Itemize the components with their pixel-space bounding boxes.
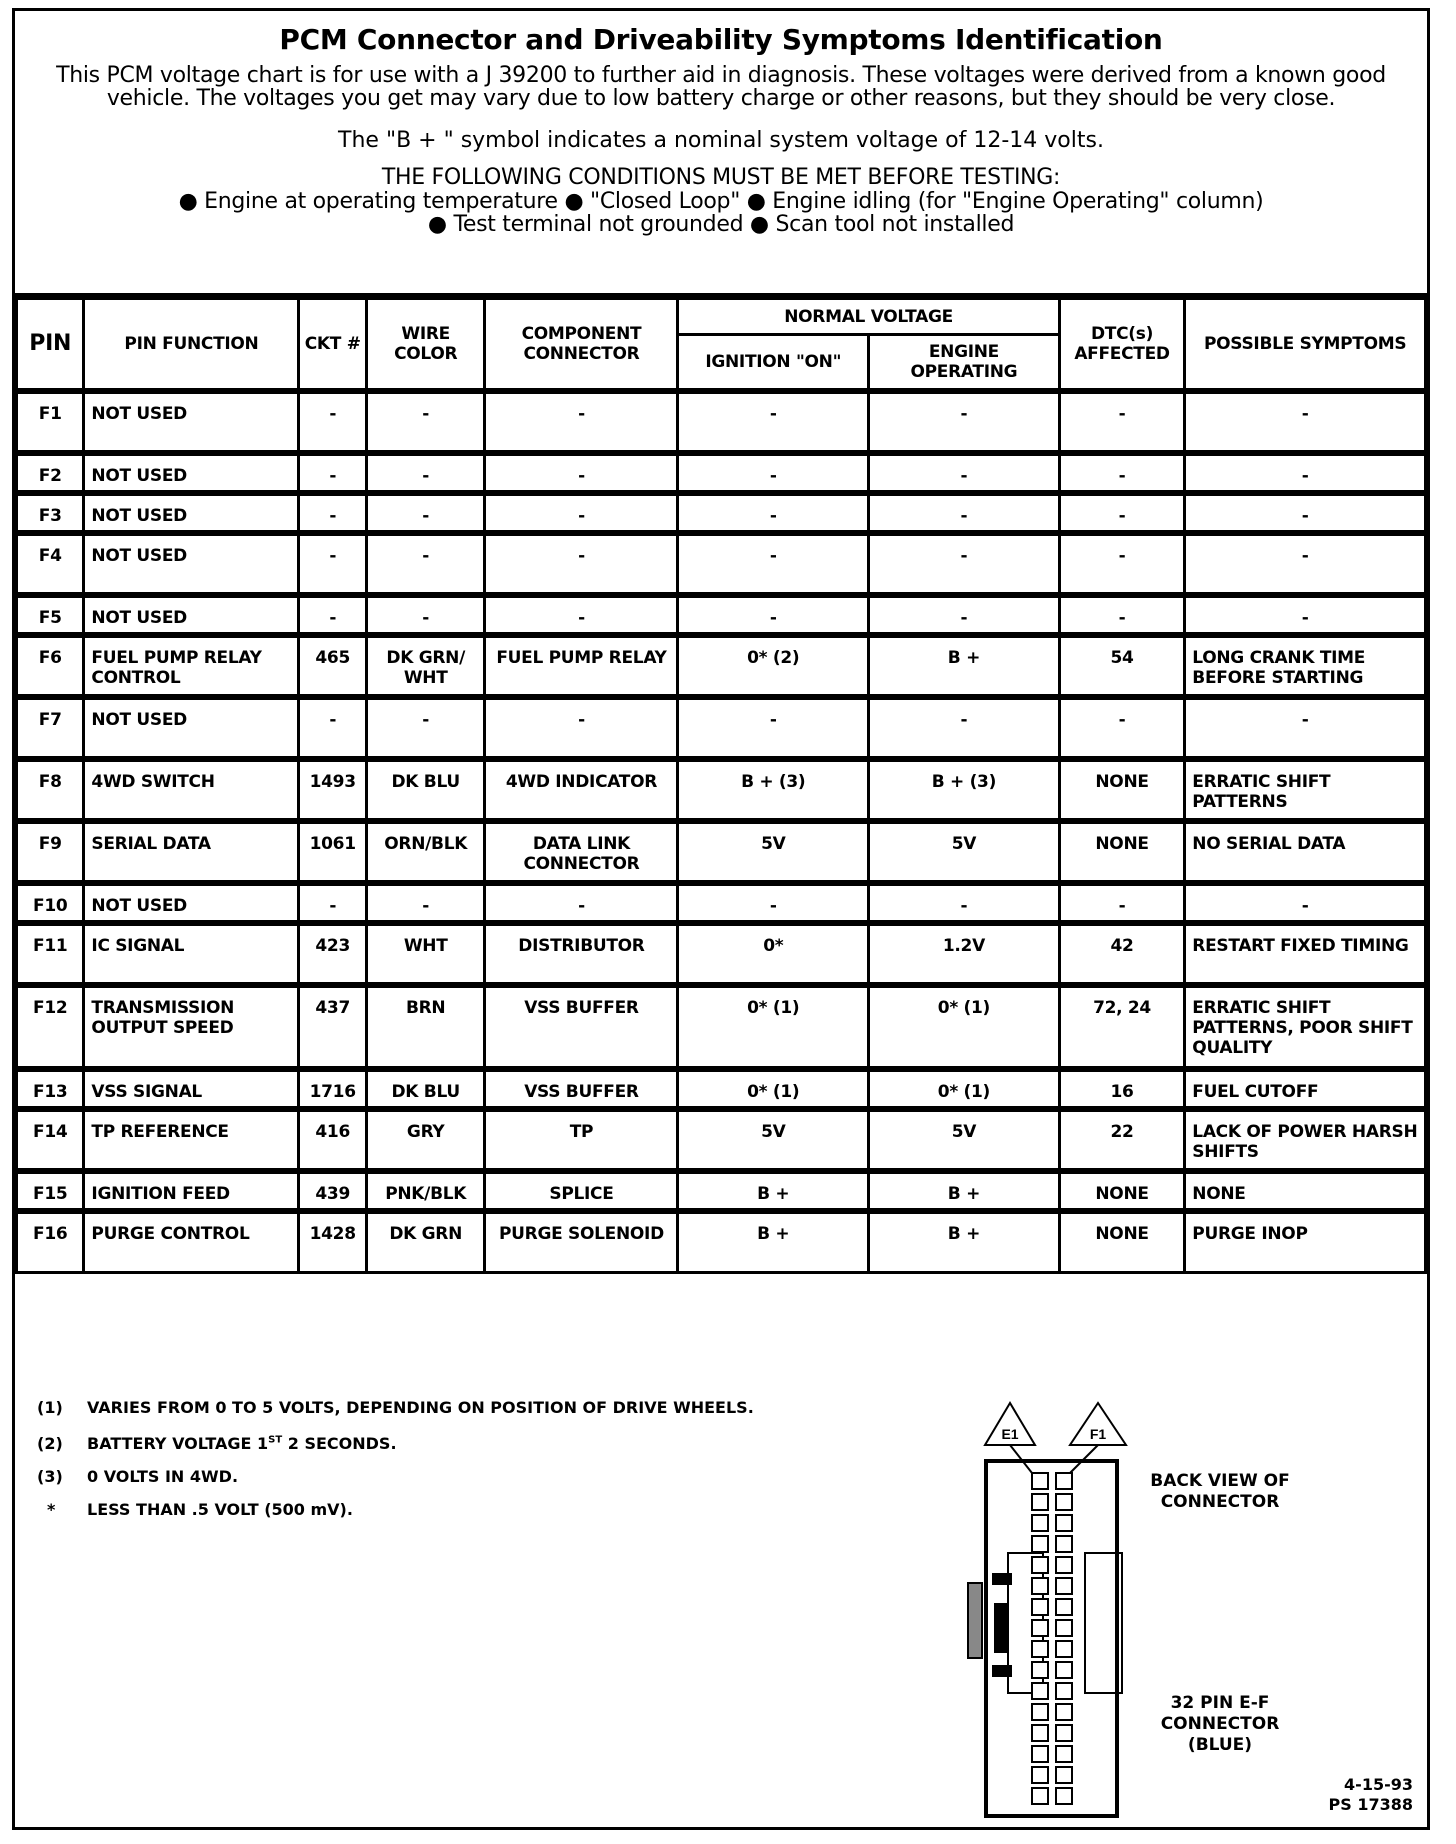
cell-dtc: NONE <box>1059 759 1185 821</box>
cell-wire: - <box>366 697 485 759</box>
cell-ckt: 1428 <box>299 1211 366 1273</box>
cell-wire: - <box>366 453 485 493</box>
cell-component: SPLICE <box>485 1171 678 1211</box>
cell-wire: - <box>366 883 485 923</box>
cell-dtc: 22 <box>1059 1109 1185 1171</box>
table-row <box>17 1211 1426 1273</box>
cell-ign-on: - <box>678 493 869 533</box>
cell-component: 4WD INDICATOR <box>485 759 678 821</box>
cell-pin: F2 <box>17 453 84 493</box>
cell-ign-on: 0* <box>678 923 869 985</box>
header-possible-symptoms: POSSIBLE SYMPTOMS <box>1185 299 1426 391</box>
header-normal-voltage: NORMAL VOLTAGE <box>678 299 1059 335</box>
header-component-connector: COMPONENT CONNECTOR <box>485 299 678 391</box>
cell-eng-op: 5V <box>869 821 1060 883</box>
cell-component: - <box>485 883 678 923</box>
cell-pin: F4 <box>17 533 84 595</box>
cell-function: TP REFERENCE <box>84 1109 299 1171</box>
table-row <box>17 923 1426 985</box>
header-ignition-on: IGNITION "ON" <box>678 335 869 391</box>
cell-component: VSS BUFFER <box>485 1069 678 1109</box>
cell-eng-op: B + <box>869 1171 1060 1211</box>
cell-function: NOT USED <box>84 883 299 923</box>
table-row <box>17 759 1426 821</box>
footnote-1: (1) VARIES FROM 0 TO 5 VOLTS, DEPENDING ON POSITION OF DRIVE WHEELS. <box>37 1398 754 1417</box>
svg-text:E1: E1 <box>1001 1426 1019 1442</box>
cell-wire: - <box>366 493 485 533</box>
cell-component: TP <box>485 1109 678 1171</box>
cell-pin: F11 <box>17 923 84 985</box>
cell-ckt: - <box>299 697 366 759</box>
cell-ign-on: B + <box>678 1171 869 1211</box>
cell-component: - <box>485 453 678 493</box>
connector-desc-label: 32 PIN E-F CONNECTOR (BLUE) <box>1160 1693 1280 1755</box>
cell-function: IC SIGNAL <box>84 923 299 985</box>
header-ckt: CKT # <box>299 299 366 391</box>
cell-symptoms: - <box>1185 697 1426 759</box>
cell-eng-op: 1.2V <box>869 923 1060 985</box>
cell-symptoms: LONG CRANK TIME BEFORE STARTING <box>1185 635 1426 697</box>
cell-function: NOT USED <box>84 595 299 635</box>
cell-symptoms: - <box>1185 391 1426 453</box>
cell-eng-op: - <box>869 595 1060 635</box>
cell-eng-op: 0* (1) <box>869 985 1060 1069</box>
cell-dtc: 72, 24 <box>1059 985 1185 1069</box>
cell-pin: F3 <box>17 493 84 533</box>
cell-function: NOT USED <box>84 391 299 453</box>
cell-ckt: - <box>299 533 366 595</box>
cell-eng-op: - <box>869 453 1060 493</box>
cell-eng-op: B + <box>869 635 1060 697</box>
cell-wire: ORN/BLK <box>366 821 485 883</box>
cell-wire: GRY <box>366 1109 485 1171</box>
document-header <box>15 11 1427 297</box>
cell-ckt: 1493 <box>299 759 366 821</box>
cell-pin: F8 <box>17 759 84 821</box>
cell-symptoms: NONE <box>1185 1171 1426 1211</box>
cell-component: - <box>485 391 678 453</box>
table-row <box>17 1109 1426 1171</box>
cell-symptoms: - <box>1185 493 1426 533</box>
cell-ckt: 423 <box>299 923 366 985</box>
conditions-line-2: ● Test terminal not grounded ● Scan tool not installed <box>427 212 1015 237</box>
cell-function: NOT USED <box>84 533 299 595</box>
cell-wire: WHT <box>366 923 485 985</box>
cell-symptoms: FUEL CUTOFF <box>1185 1069 1426 1109</box>
table-row <box>17 697 1426 759</box>
cell-ign-on: - <box>678 453 869 493</box>
cell-function: SERIAL DATA <box>84 821 299 883</box>
cell-ckt: - <box>299 883 366 923</box>
cell-function: TRANSMISSION OUTPUT SPEED <box>84 985 299 1069</box>
cell-ign-on: 5V <box>678 821 869 883</box>
cell-wire: DK BLU <box>366 1069 485 1109</box>
cell-pin: F16 <box>17 1211 84 1273</box>
cell-pin: F12 <box>17 985 84 1069</box>
cell-symptoms: PURGE INOP <box>1185 1211 1426 1273</box>
cell-component: - <box>485 493 678 533</box>
header-pin: PIN <box>17 299 84 391</box>
cell-eng-op: 0* (1) <box>869 1069 1060 1109</box>
table-row <box>17 453 1426 493</box>
cell-eng-op: - <box>869 391 1060 453</box>
cell-ckt: 439 <box>299 1171 366 1211</box>
cell-dtc: - <box>1059 533 1185 595</box>
cell-symptoms: LACK OF POWER HARSH SHIFTS <box>1185 1109 1426 1171</box>
cell-pin: F6 <box>17 635 84 697</box>
cell-ckt: - <box>299 453 366 493</box>
cell-ign-on: B + <box>678 1211 869 1273</box>
cell-ign-on: - <box>678 533 869 595</box>
cell-wire: PNK/BLK <box>366 1171 485 1211</box>
connector-drawing-icon <box>950 1383 1430 1828</box>
cell-pin: F5 <box>17 595 84 635</box>
cell-component: - <box>485 533 678 595</box>
footnote-asterisk: * LESS THAN .5 VOLT (500 mV). <box>47 1500 353 1520</box>
cell-ckt: - <box>299 595 366 635</box>
cell-function: VSS SIGNAL <box>84 1069 299 1109</box>
cell-pin: F10 <box>17 883 84 923</box>
cell-component: - <box>485 595 678 635</box>
back-view-label: BACK VIEW OF CONNECTOR <box>1150 1471 1290 1512</box>
intro-text: This PCM voltage chart is for use with a J 39200 to further aid in diagnosis. These voltages were derived from a known good vehicle. The voltages you get may vary due to low battery charge or other reasons, but they should be very close. <box>56 63 1386 111</box>
table-row <box>17 985 1426 1069</box>
cell-ign-on: - <box>678 391 869 453</box>
cell-ckt: 465 <box>299 635 366 697</box>
cell-dtc: 54 <box>1059 635 1185 697</box>
cell-dtc: - <box>1059 493 1185 533</box>
header-engine-operating: ENGINE OPERATING <box>869 335 1060 391</box>
footnote-2: (2) BATTERY VOLTAGE 1ST 2 SECONDS. <box>37 1434 397 1454</box>
cell-ckt: - <box>299 493 366 533</box>
cell-function: NOT USED <box>84 493 299 533</box>
table-row <box>17 635 1426 697</box>
cell-dtc: 42 <box>1059 923 1185 985</box>
cell-symptoms: NO SERIAL DATA <box>1185 821 1426 883</box>
cell-symptoms: - <box>1185 453 1426 493</box>
cell-ign-on: 0* (1) <box>678 985 869 1069</box>
cell-symptoms: RESTART FIXED TIMING <box>1185 923 1426 985</box>
cell-dtc: - <box>1059 391 1185 453</box>
cell-pin: F1 <box>17 391 84 453</box>
cell-dtc: NONE <box>1059 821 1185 883</box>
cell-component: PURGE SOLENOID <box>485 1211 678 1273</box>
cell-wire: - <box>366 391 485 453</box>
cell-component: - <box>485 697 678 759</box>
cell-ckt: 1716 <box>299 1069 366 1109</box>
page-title: PCM Connector and Driveability Symptoms Identification <box>279 23 1163 56</box>
cell-eng-op: B + (3) <box>869 759 1060 821</box>
table-row <box>17 883 1426 923</box>
cell-function: FUEL PUMP RELAY CONTROL <box>84 635 299 697</box>
cell-function: IGNITION FEED <box>84 1171 299 1211</box>
cell-pin: F7 <box>17 697 84 759</box>
cell-dtc: - <box>1059 697 1185 759</box>
cell-ckt: 437 <box>299 985 366 1069</box>
table-row <box>17 391 1426 453</box>
cell-eng-op: - <box>869 697 1060 759</box>
svg-text:F1: F1 <box>1089 1426 1107 1442</box>
bplus-note: The "B + " symbol indicates a nominal system voltage of 12-14 volts. <box>338 128 1104 153</box>
cell-function: NOT USED <box>84 697 299 759</box>
cell-eng-op: B + <box>869 1211 1060 1273</box>
footnotes <box>37 1391 754 1526</box>
pcm-voltage-table <box>15 297 1427 1274</box>
cell-ign-on: - <box>678 883 869 923</box>
cell-eng-op: - <box>869 493 1060 533</box>
cell-symptoms: - <box>1185 533 1426 595</box>
cell-pin: F15 <box>17 1171 84 1211</box>
cell-wire: DK BLU <box>366 759 485 821</box>
table-row <box>17 493 1426 533</box>
cell-dtc: NONE <box>1059 1211 1185 1273</box>
document-number: PS 17388 <box>1328 1795 1413 1814</box>
connector-diagram <box>950 1383 1430 1828</box>
cell-component: FUEL PUMP RELAY <box>485 635 678 697</box>
document-frame <box>12 8 1430 1830</box>
cell-eng-op: 5V <box>869 1109 1060 1171</box>
cell-ckt: 416 <box>299 1109 366 1171</box>
document-id <box>1329 1775 1413 1815</box>
cell-function: PURGE CONTROL <box>84 1211 299 1273</box>
cell-pin: F13 <box>17 1069 84 1109</box>
header-pin-function: PIN FUNCTION <box>84 299 299 391</box>
cell-wire: BRN <box>366 985 485 1069</box>
cell-ign-on: 0* (2) <box>678 635 869 697</box>
cell-ckt: - <box>299 391 366 453</box>
cell-dtc: - <box>1059 595 1185 635</box>
footnote-3: (3) 0 VOLTS IN 4WD. <box>37 1467 239 1487</box>
cell-symptoms: - <box>1185 595 1426 635</box>
cell-component: VSS BUFFER <box>485 985 678 1069</box>
cell-ign-on: - <box>678 697 869 759</box>
cell-pin: F9 <box>17 821 84 883</box>
cell-ign-on: 5V <box>678 1109 869 1171</box>
cell-symptoms: ERRATIC SHIFT PATTERNS <box>1185 759 1426 821</box>
cell-symptoms: ERRATIC SHIFT PATTERNS, POOR SHIFT QUALITY <box>1185 985 1426 1069</box>
table-row <box>17 1069 1426 1109</box>
header-wire-color: WIRE COLOR <box>366 299 485 391</box>
cell-component: DISTRIBUTOR <box>485 923 678 985</box>
conditions-line-1: ● Engine at operating temperature ● "Closed Loop" ● Engine idling (for "Engine Operating" column) <box>178 189 1264 214</box>
table-row <box>17 533 1426 595</box>
cell-wire: DK GRN/ WHT <box>366 635 485 697</box>
cell-symptoms: - <box>1185 883 1426 923</box>
cell-ign-on: B + (3) <box>678 759 869 821</box>
cell-dtc: 16 <box>1059 1069 1185 1109</box>
document-date: 4-15-93 <box>1344 1775 1413 1794</box>
header-dtc-affected: DTC(s) AFFECTED <box>1059 299 1185 391</box>
cell-function: 4WD SWITCH <box>84 759 299 821</box>
cell-ckt: 1061 <box>299 821 366 883</box>
table-row <box>17 1171 1426 1211</box>
cell-component: DATA LINK CONNECTOR <box>485 821 678 883</box>
cell-ign-on: - <box>678 595 869 635</box>
cell-wire: - <box>366 533 485 595</box>
conditions-title: THE FOLLOWING CONDITIONS MUST BE MET BEFORE TESTING: <box>381 165 1061 190</box>
cell-wire: - <box>366 595 485 635</box>
cell-dtc: - <box>1059 453 1185 493</box>
cell-eng-op: - <box>869 533 1060 595</box>
cell-dtc: NONE <box>1059 1171 1185 1211</box>
cell-dtc: - <box>1059 883 1185 923</box>
table-row <box>17 821 1426 883</box>
table-row <box>17 595 1426 635</box>
cell-ign-on: 0* (1) <box>678 1069 869 1109</box>
cell-eng-op: - <box>869 883 1060 923</box>
cell-function: NOT USED <box>84 453 299 493</box>
cell-wire: DK GRN <box>366 1211 485 1273</box>
cell-pin: F14 <box>17 1109 84 1171</box>
